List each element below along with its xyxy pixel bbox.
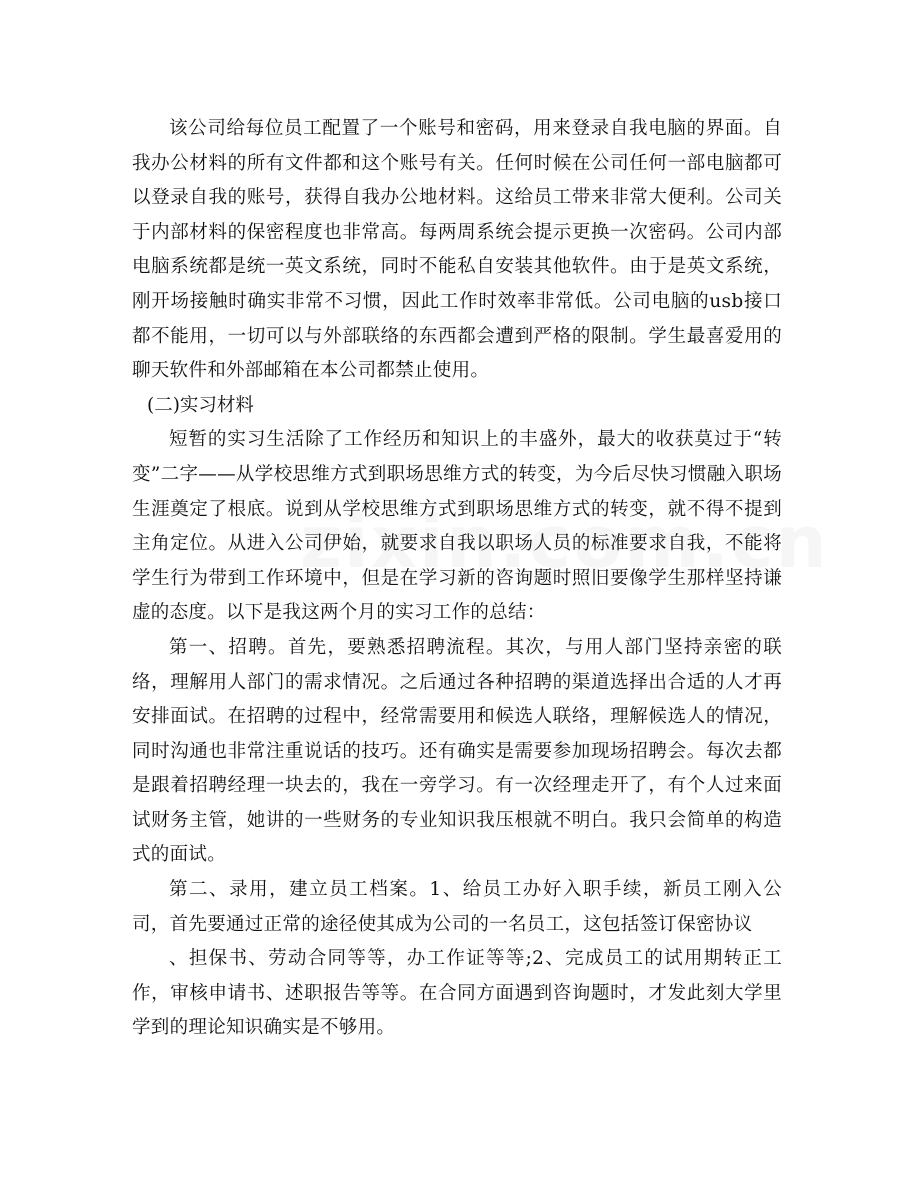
section-heading-internship-materials: (二)实习材料	[147, 394, 254, 416]
paragraph-account-setup: 该公司给每位员工配置了一个账号和密码，用来登录自我电脑的界面。自我办公材料的所有文件都和这个账号有关。任何时候在公司任何一部电脑都可以登录自我的账号，获得自我办公地材料。这给员工带来非常大便利。公司关于内部材料的保密程度也非常高。每两周系统会提示更换一次密码。公司内部电脑系统都是统一英文系统，同时不能私自安装其他软件。由于是英文系统，刚开场接触时确实非常不习惯，因此工作时效率非常低。公司电脑的usb接口都不能用，一切可以与外部联络的东西都会遭到严格的限制。学生最喜爱用的聊天软件和外部邮箱在本公司都禁止使用。	[132, 118, 782, 382]
document-body	[132, 112, 782, 1046]
paragraph-employee-records: 第二、录用，建立员工档案。1、给员工办好入职手续，新员工刚入公司，首先要通过正常的途径使其成为公司的一名员工，这包括签订保密协议	[132, 879, 782, 935]
paragraph-internship-summary: 短暂的实习生活除了工作经历和知识上的丰盛外，最大的收获莫过于“转变”二字——从学校思维方式到职场思维方式的转变，为今后尽快习惯融入职场生涯奠定了根底。说到从学校思维方式到职场思维方式的转变，就不得不提到主角定位。从进入公司伊始，就要求自我以职场人员的标准要求自我，不能将学生行为带到工作环境中，但是在学习新的咨询题时照旧要像学生那样坚持谦虚的态度。以下是我这两个月的实习工作的总结：	[132, 429, 782, 624]
paragraph-recruitment: 第一、招聘。首先，要熟悉招聘流程。其次，与用人部门坚持亲密的联络，理解用人部门的需求情况。之后通过各种招聘的渠道选择出合适的人才再安排面试。在招聘的过程中，经常需要用和候选人联络，理解候选人的情况，同时沟通也非常注重说话的技巧。还有确实是需要参加现场招聘会。每次去都是跟着招聘经理一块去的，我在一旁学习。有一次经理走开了，有个人过来面试财务主管，她讲的一些财务的专业知识我压根就不明白。我只会简单的构造式的面试。	[132, 636, 782, 866]
paragraph-contracts: 、担保书、劳动合同等等，办工作证等等;2、完成员工的试用期转正工作，审核申请书、述职报告等等。在合同方面遇到咨询题时，才发此刻大学里学到的理论知识确实是不够用。	[132, 948, 782, 1039]
